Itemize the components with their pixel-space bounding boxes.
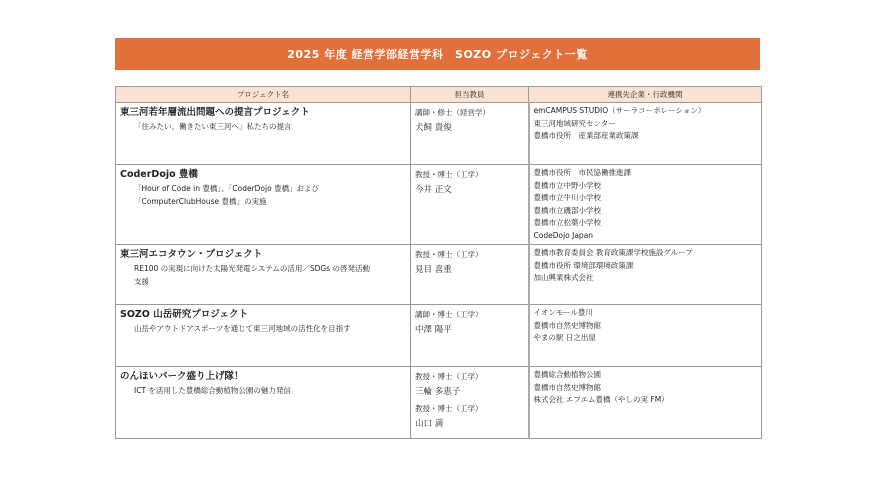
partner-item: 株式会社 エフエム豊橋（やしの実 FM）: [533, 395, 669, 404]
faculty-name: 今井 正文: [415, 185, 452, 195]
project-title: CoderDojo 豊橋: [120, 169, 198, 180]
project-description: ICT を活用した豊橋総合動植物公園の魅力発信: [134, 386, 291, 395]
partners-cell: [529, 245, 762, 305]
partners-cell: [529, 165, 762, 245]
header-partners: 連携先企業・行政機関: [529, 87, 762, 103]
partner-item: 豊橋市立中野小学校: [533, 180, 601, 190]
faculty-name: 山口 満: [415, 419, 444, 429]
project-title: SOZO 山岳研究プロジェクト: [120, 309, 248, 320]
table-header: [116, 87, 762, 103]
page-title: 2025 年度 経営学部経営学科 SOZO プロジェクト一覧: [115, 38, 760, 70]
partner-item: 豊橋市立牛川小学校: [533, 193, 601, 202]
partner-item: 東三河地域研究センター: [533, 118, 616, 128]
faculty-role: 講師・修士（経営学）: [415, 108, 490, 117]
partner-item: 加山興業株式会社: [533, 273, 594, 282]
partner-item: CodeDojo Japan: [533, 230, 594, 240]
partner-item: 豊橋市役所 市民協働推進課: [533, 168, 631, 177]
partner-item: イオンモール豊川: [533, 308, 593, 317]
partner-item: 豊橋市役所 環境部環境政策課: [533, 260, 634, 270]
project-title: のんほいパーク盛り上げ隊！: [120, 371, 244, 382]
project-description: 支援: [134, 277, 149, 286]
faculty-role: 教授・博士（工学）: [415, 250, 483, 259]
partner-item: 豊橋市立磯部小学校: [533, 205, 601, 215]
faculty-cell: [411, 165, 529, 245]
faculty-name: 三輪 多恵子: [415, 387, 461, 397]
project-description: 「Hour of Code in 豊橋」、「CoderDojo 豊橋」および: [134, 184, 320, 193]
faculty-role: 教授・博士（工学）: [415, 372, 483, 381]
partner-item: 豊橋市教育委員会 教育政策課学校施設グループ: [533, 248, 693, 257]
project-cell: [116, 367, 411, 439]
faculty-name: 見目 喜重: [415, 265, 452, 275]
partner-item: 豊橋市立松葉小学校: [533, 218, 601, 227]
faculty-cell: [411, 103, 529, 165]
partner-item: やまの駅 日之出屋: [533, 333, 596, 342]
faculty-cell: [411, 245, 529, 305]
faculty-role: 教授・博士（工学）: [415, 404, 483, 413]
faculty-name: 犬飼 貴俊: [415, 123, 452, 133]
partner-item: 豊橋市自然史博物館: [533, 382, 601, 392]
table-row: [116, 245, 762, 305]
table-row: [116, 165, 762, 245]
project-cell: [116, 305, 411, 367]
faculty-role: 教授・博士（工学）: [415, 170, 483, 179]
header-project: プロジェクト名: [116, 87, 411, 103]
partner-item: 豊橋市自然史博物館: [533, 320, 601, 330]
partners-cell: [529, 305, 762, 367]
project-table: [115, 86, 762, 439]
project-title: 東三河若年層流出問題への提言プロジェクト: [120, 107, 310, 118]
table-row: [116, 305, 762, 367]
project-description: 「住みたい、働きたい東三河へ」私たちの提言: [134, 122, 292, 131]
project-description: 山岳やアウトドアスポーツを通じて東三河地域の活性化を目指す: [134, 324, 351, 333]
table-row: [116, 103, 762, 165]
table-row: [116, 367, 762, 439]
header-faculty: 担当教員: [411, 87, 529, 103]
project-description: RE100 の実現に向けた太陽光発電システムの活用／SDGs の啓発活動: [134, 264, 371, 273]
partner-item: 豊橋市役所 産業部産業政策課: [533, 131, 639, 140]
faculty-role: 講師・博士（工学）: [415, 310, 483, 319]
faculty-cell: [411, 305, 529, 367]
partners-cell: [529, 103, 762, 165]
partner-item: 豊橋総合動植物公園: [533, 370, 601, 379]
project-cell: [116, 165, 411, 245]
project-title: 東三河エコタウン・プロジェクト: [120, 249, 263, 260]
faculty-cell: [411, 367, 529, 439]
project-cell: [116, 103, 411, 165]
partners-cell: [529, 367, 762, 439]
partner-item: emCAMPUS STUDIO（サーラコーポレーション）: [533, 106, 706, 115]
project-cell: [116, 245, 411, 305]
faculty-name: 中澤 陽平: [415, 325, 452, 335]
project-description: 「ComputerClubHouse 豊橋」の実施: [134, 197, 267, 206]
